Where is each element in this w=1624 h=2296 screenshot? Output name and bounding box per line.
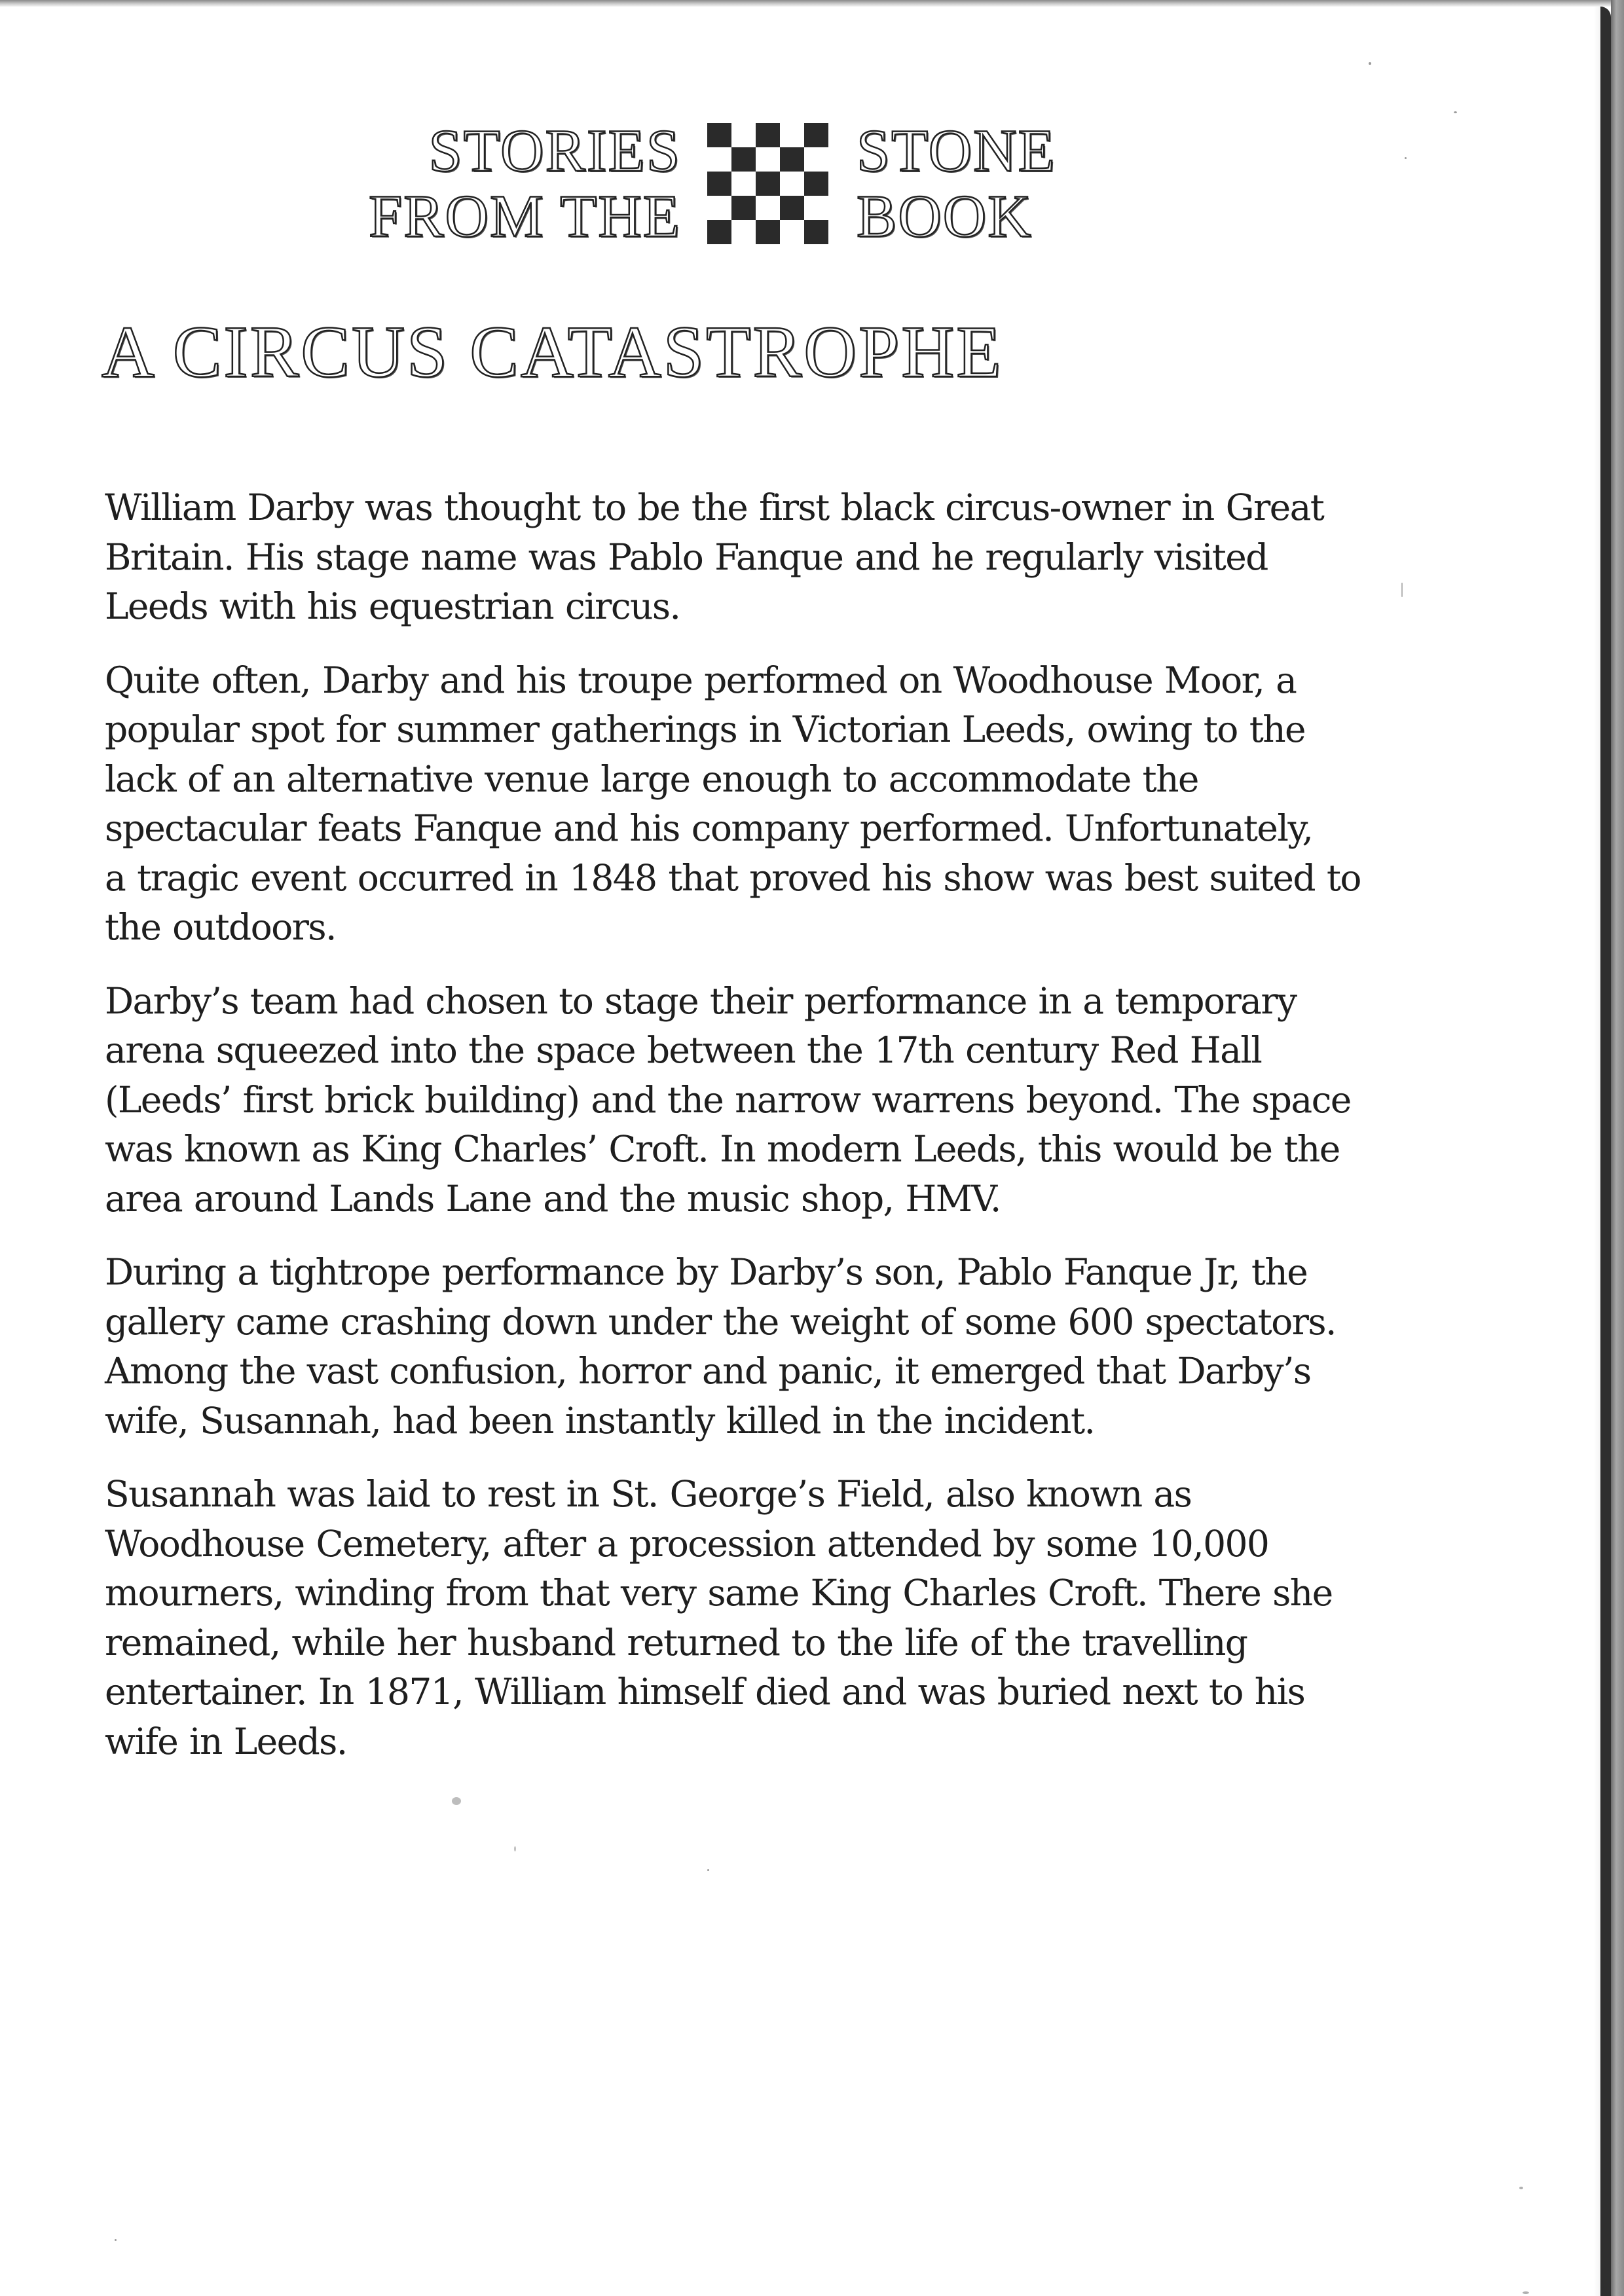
checker-square — [707, 172, 731, 196]
paragraph-line: William Darby was thought to be the first black circus-owner in Great — [105, 486, 1324, 528]
masthead — [0, 118, 1624, 249]
checker-square — [804, 123, 828, 147]
masthead-left — [369, 118, 681, 249]
scan-right-gap — [1594, 7, 1600, 2296]
paragraph-line: remained, while her husband returned to the life of the travelling — [105, 1621, 1247, 1664]
scan-speck — [707, 1869, 709, 1871]
article-body — [105, 483, 1480, 1791]
scan-right-edge — [1600, 7, 1611, 2296]
checker-square — [756, 196, 780, 220]
checker-square — [731, 172, 756, 196]
checker-square — [731, 196, 756, 220]
paragraph-4 — [105, 1248, 1480, 1446]
paragraph-line: the outdoors. — [105, 906, 336, 948]
paragraph-line: Among the vast confusion, horror and panic, it emerged that Darby’s — [105, 1350, 1311, 1392]
scan-right-border — [1611, 0, 1624, 2296]
masthead-line-stories: STORIES — [428, 117, 681, 184]
paragraph-5 — [105, 1470, 1480, 1766]
checker-square — [756, 172, 780, 196]
scan-top-edge — [0, 0, 1624, 7]
scan-speck — [1454, 111, 1457, 113]
scan-speck — [1519, 2187, 1523, 2189]
checker-square — [780, 220, 804, 244]
paragraph-line: gallery came crashing down under the weight of some 600 spectators. — [105, 1300, 1336, 1343]
paragraph-line: spectacular feats Fanque and his company performed. Unfortunately, — [105, 807, 1313, 849]
scan-speck — [514, 1846, 516, 1851]
checker-square — [780, 147, 804, 172]
paragraph-1 — [105, 483, 1480, 632]
scan-speck — [1401, 583, 1403, 597]
masthead-right — [857, 118, 1056, 249]
checker-square — [756, 123, 780, 147]
checker-square — [780, 196, 804, 220]
paragraph-line: a tragic event occurred in 1848 that proved his show was best suited to — [105, 856, 1361, 899]
paragraph-line: was known as King Charles’ Croft. In modern Leeds, this would be the — [105, 1128, 1340, 1170]
paragraph-line: mourners, winding from that very same King Charles Croft. There she — [105, 1572, 1333, 1614]
checker-square — [707, 147, 731, 172]
checker-square — [731, 123, 756, 147]
checkerboard-logo-icon — [707, 123, 828, 244]
paragraph-line: Quite often, Darby and his troupe performed on Woodhouse Moor, a — [105, 659, 1297, 701]
paragraph-2 — [105, 656, 1480, 953]
scan-speck — [1369, 62, 1371, 65]
paragraph-line: wife in Leeds. — [105, 1720, 347, 1762]
paragraph-line: (Leeds’ first brick building) and the narrow warrens beyond. The space — [105, 1078, 1351, 1121]
paragraph-line: entertainer. In 1871, William himself died and was buried next to his — [105, 1671, 1305, 1713]
paragraph-line: Susannah was laid to rest in St. George’s Field, also known as — [105, 1473, 1192, 1515]
masthead-line-from-the: FROM THE — [369, 183, 681, 249]
checker-square — [756, 147, 780, 172]
scan-speck — [115, 2239, 117, 2241]
paragraph-line: area around Lands Lane and the music shop, HMV. — [105, 1177, 1001, 1220]
paragraph-line: Leeds with his equestrian circus. — [105, 585, 680, 627]
paragraph-3 — [105, 977, 1480, 1224]
checker-square — [731, 147, 756, 172]
paragraph-line: popular spot for summer gatherings in Victorian Leeds, owing to the — [105, 708, 1305, 750]
paragraph-line: During a tightrope performance by Darby’s son, Pablo Fanque Jr, the — [105, 1251, 1308, 1293]
scan-speck — [1522, 2291, 1529, 2294]
checker-square — [804, 147, 828, 172]
checker-square — [780, 172, 804, 196]
checker-square — [756, 220, 780, 244]
masthead-line-book: BOOK — [857, 183, 1033, 249]
paragraph-line: Britain. His stage name was Pablo Fanque and he regularly visited — [105, 536, 1268, 578]
scan-speck — [1405, 157, 1407, 159]
checker-square — [780, 123, 804, 147]
checker-square — [804, 172, 828, 196]
paragraph-line: Woodhouse Cemetery, after a procession attended by some 10,000 — [105, 1522, 1269, 1565]
scan-speck — [452, 1797, 461, 1805]
paragraph-line: wife, Susannah, had been instantly killed in the incident. — [105, 1399, 1095, 1442]
checker-square — [707, 196, 731, 220]
paragraph-line: lack of an alternative venue large enough to accommodate the — [105, 757, 1198, 800]
page-title: A CIRCUS CATASTROPHE — [101, 312, 1003, 393]
paragraph-line: Darby’s team had chosen to stage their performance in a temporary — [105, 979, 1297, 1022]
checker-square — [804, 196, 828, 220]
masthead-line-stone: STONE — [857, 117, 1056, 184]
checker-square — [804, 220, 828, 244]
paragraph-line: arena squeezed into the space between the 17th century Red Hall — [105, 1029, 1262, 1071]
checker-square — [731, 220, 756, 244]
checker-square — [707, 220, 731, 244]
checker-square — [707, 123, 731, 147]
